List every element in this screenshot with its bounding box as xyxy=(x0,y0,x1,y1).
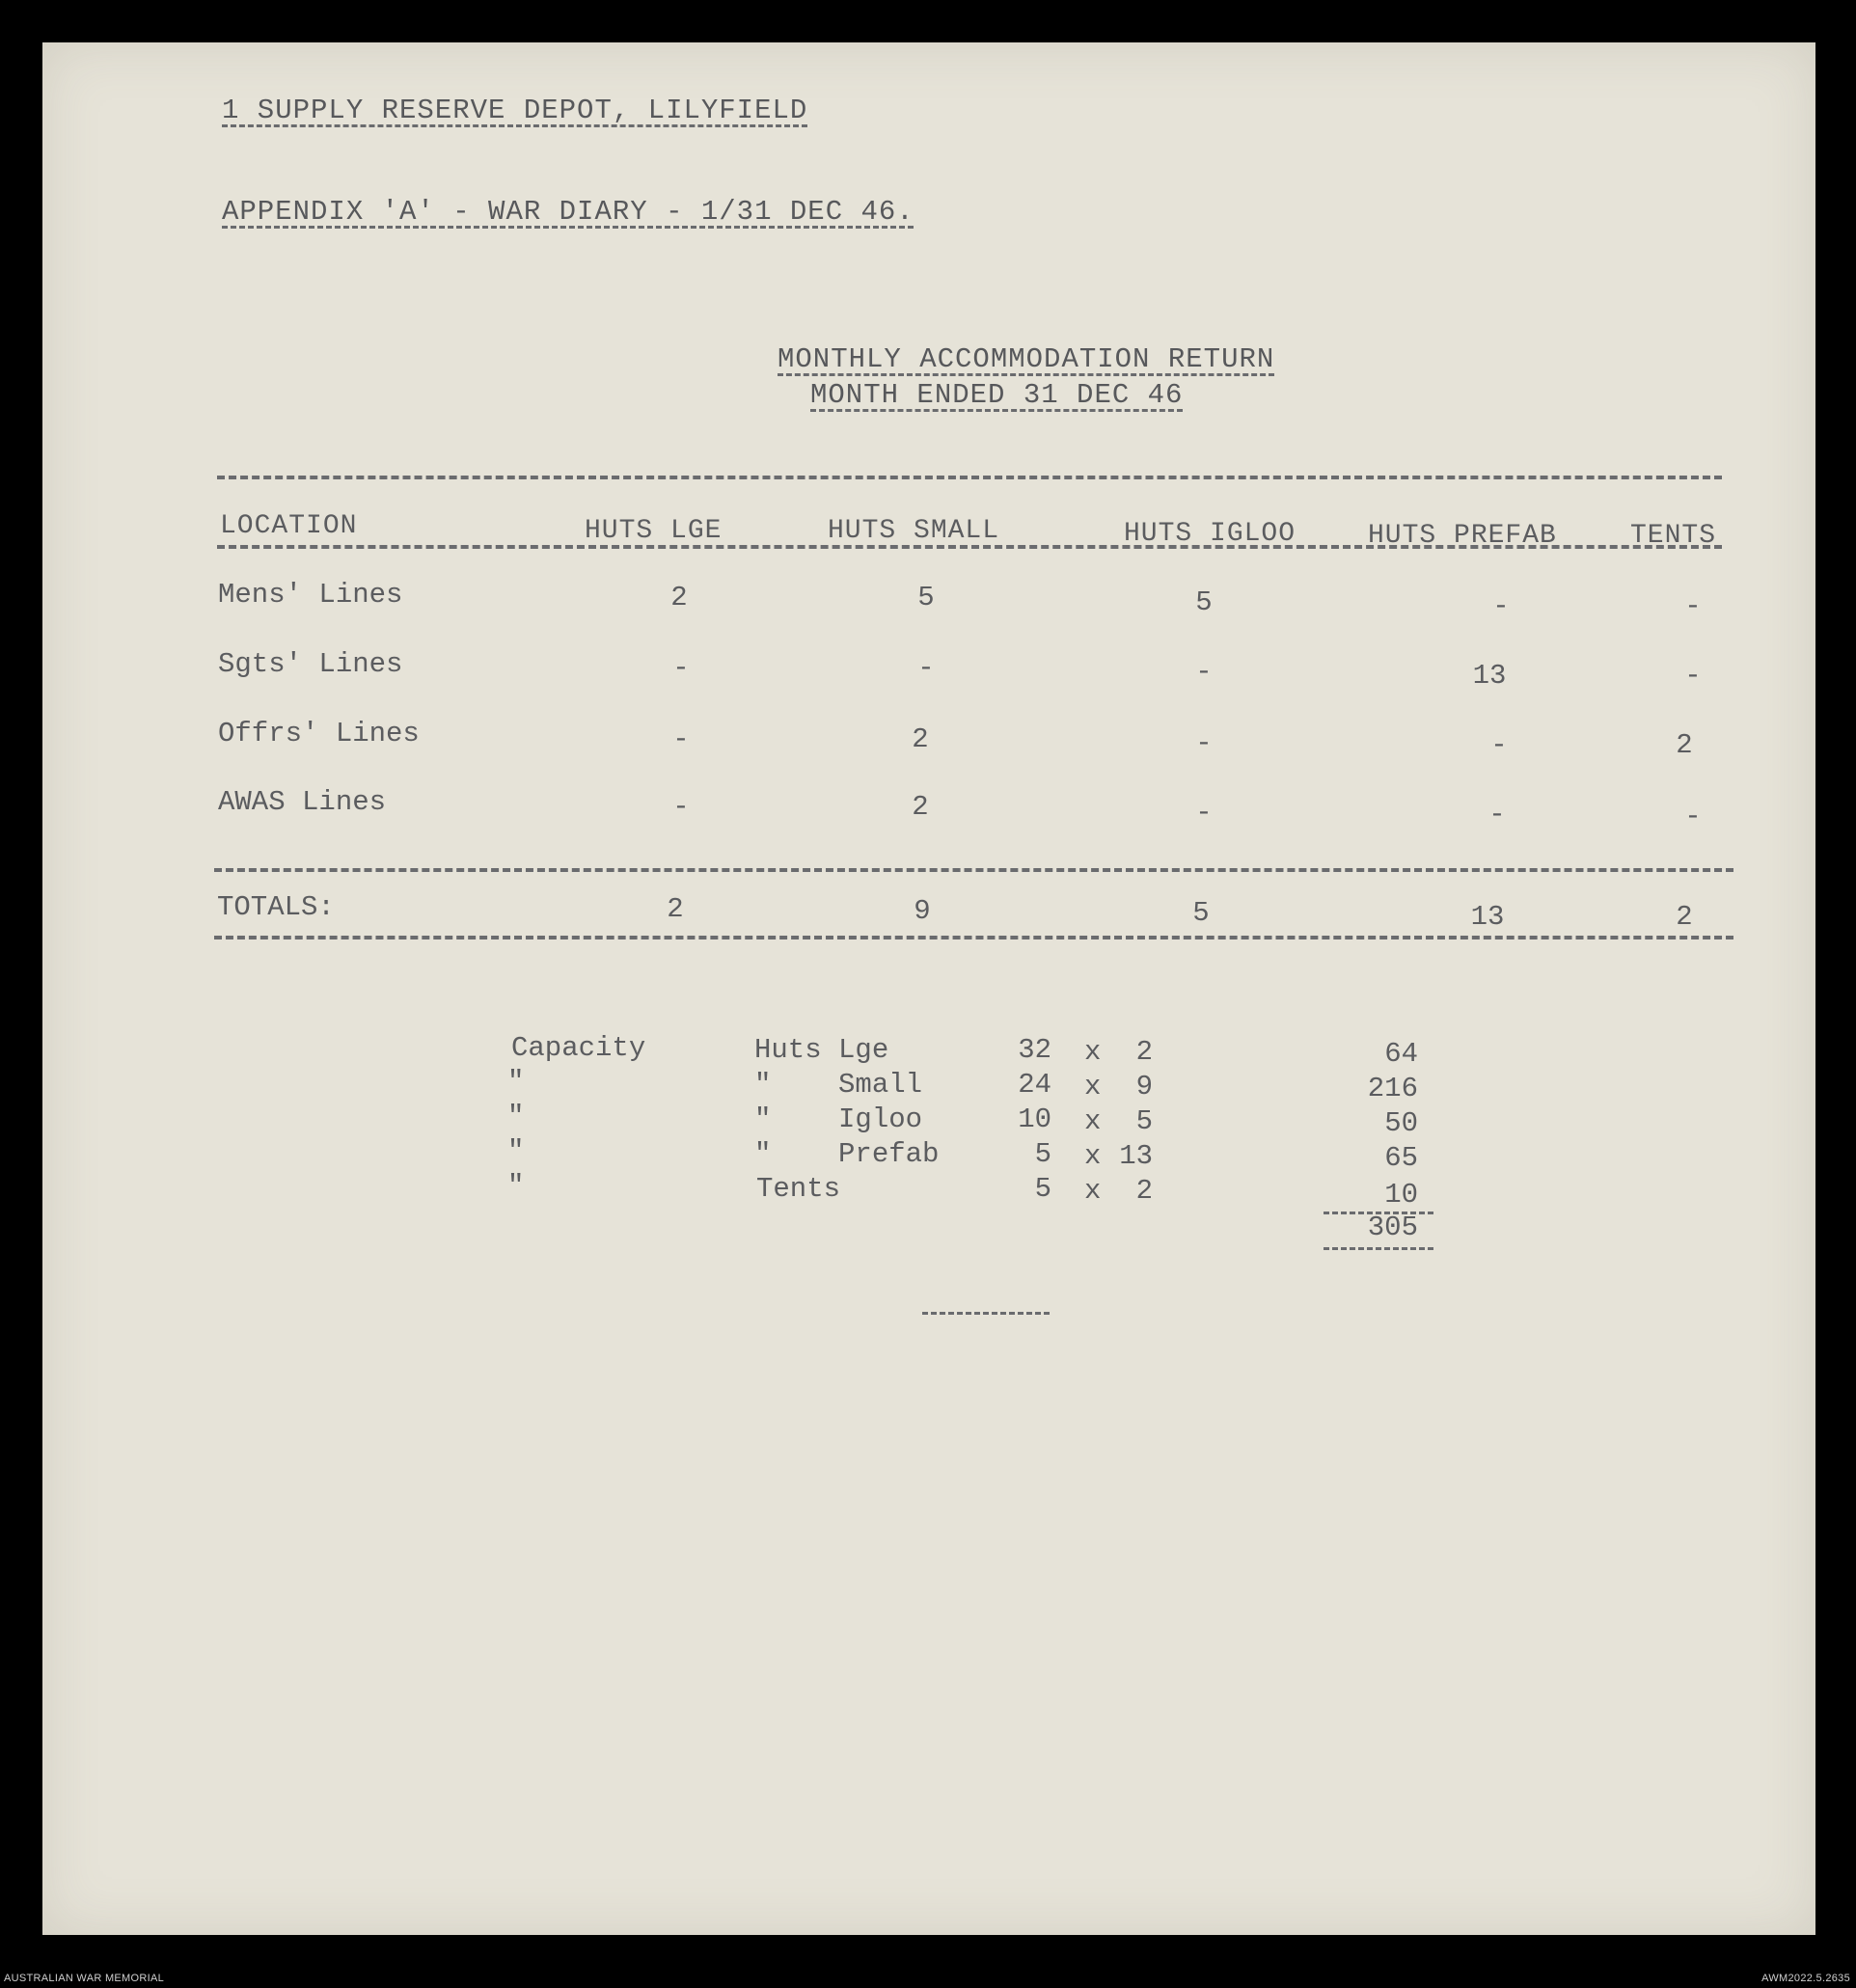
capacity-rate: 10 xyxy=(1018,1103,1051,1135)
cell-mens-huts-small: 5 xyxy=(917,582,935,613)
totals-label: TOTALS: xyxy=(217,891,335,923)
table-top-rule xyxy=(217,476,1722,479)
column-header-location: LOCATION xyxy=(220,511,358,541)
capacity-rate: 5 xyxy=(1034,1173,1051,1205)
total-huts-igloo: 5 xyxy=(1192,897,1210,929)
return-subtitle: MONTH ENDED 31 DEC 46 xyxy=(810,379,1184,411)
cell-sgts-huts-prefab: 13 xyxy=(1472,660,1507,692)
total-tents: 2 xyxy=(1676,901,1693,933)
capacity-count: 2 xyxy=(1135,1036,1153,1068)
cell-mens-huts-lge: 2 xyxy=(670,582,688,613)
row-label-sgts-lines: Sgts' Lines xyxy=(218,648,403,680)
cell-sgts-huts-lge: - xyxy=(672,652,690,684)
cell-mens-tents: - xyxy=(1684,590,1702,622)
row-label-awas-lines: AWAS Lines xyxy=(218,786,387,818)
cell-offrs-huts-prefab: - xyxy=(1490,729,1508,761)
capacity-times: x xyxy=(1084,1071,1102,1103)
capacity-total: 64 xyxy=(1384,1038,1418,1070)
archive-reference: AWM2022.5.2635 xyxy=(1761,1973,1850,1984)
capacity-total: 10 xyxy=(1384,1179,1418,1211)
capacity-times: x xyxy=(1084,1036,1102,1068)
column-header-tents: TENTS xyxy=(1630,521,1717,551)
appendix-heading: APPENDIX 'A' - WAR DIARY - 1/31 DEC 46. xyxy=(222,196,914,228)
archive-credit: AUSTRALIAN WAR MEMORIAL xyxy=(4,1973,165,1984)
cell-offrs-huts-igloo: - xyxy=(1195,727,1213,759)
capacity-count: 9 xyxy=(1135,1071,1153,1103)
capacity-total: 65 xyxy=(1384,1142,1418,1174)
capacity-ditto-label: " xyxy=(507,1066,525,1098)
end-of-document-rule xyxy=(922,1312,1050,1315)
cell-sgts-huts-small: - xyxy=(917,652,935,684)
column-header-huts-igloo: HUTS IGLOO xyxy=(1124,519,1296,549)
capacity-rate: 5 xyxy=(1034,1138,1051,1170)
return-title: MONTHLY ACCOMMODATION RETURN xyxy=(778,343,1275,375)
capacity-ditto-label: " xyxy=(507,1135,525,1167)
capacity-count: 2 xyxy=(1135,1175,1153,1207)
capacity-type: " Igloo xyxy=(754,1103,923,1135)
cell-offrs-huts-lge: - xyxy=(672,723,690,755)
capacity-ditto-label: " xyxy=(507,1170,525,1202)
capacity-total: 216 xyxy=(1367,1073,1418,1104)
cell-awas-huts-prefab: - xyxy=(1488,799,1506,831)
cell-offrs-tents: 2 xyxy=(1676,729,1693,761)
capacity-type: " Small xyxy=(754,1069,923,1101)
capacity-type: Tents xyxy=(756,1173,841,1205)
capacity-rate: 24 xyxy=(1018,1069,1051,1101)
capacity-total: 50 xyxy=(1384,1107,1418,1139)
cell-offrs-huts-small: 2 xyxy=(912,723,929,755)
column-header-huts-small: HUTS SMALL xyxy=(828,516,1000,546)
cell-awas-huts-lge: - xyxy=(672,791,690,823)
capacity-count: 13 xyxy=(1119,1140,1153,1172)
capacity-ditto-label: " xyxy=(507,1101,525,1132)
capacity-type: Huts Lge xyxy=(754,1034,889,1066)
cell-awas-huts-igloo: - xyxy=(1195,797,1213,829)
capacity-grand-total: 305 xyxy=(1367,1212,1418,1243)
capacity-times: x xyxy=(1084,1140,1102,1172)
column-header-huts-prefab: HUTS PREFAB xyxy=(1368,521,1557,551)
cell-mens-huts-prefab: - xyxy=(1492,590,1510,622)
cell-sgts-huts-igloo: - xyxy=(1195,656,1213,688)
cell-mens-huts-igloo: 5 xyxy=(1195,586,1213,618)
capacity-label: Capacity xyxy=(511,1032,646,1064)
total-huts-small: 9 xyxy=(914,895,931,927)
row-label-mens-lines: Mens' Lines xyxy=(218,579,403,611)
totals-bottom-rule xyxy=(214,936,1733,940)
capacity-rate: 32 xyxy=(1018,1034,1051,1066)
cell-awas-huts-small: 2 xyxy=(912,791,929,823)
total-huts-lge: 2 xyxy=(667,893,684,925)
cell-sgts-tents: - xyxy=(1684,660,1702,692)
capacity-times: x xyxy=(1084,1105,1102,1137)
total-huts-prefab: 13 xyxy=(1470,901,1505,933)
grand-total-bottom-rule xyxy=(1324,1247,1433,1250)
totals-top-rule xyxy=(214,868,1733,872)
cell-awas-tents: - xyxy=(1684,801,1702,832)
capacity-count: 5 xyxy=(1135,1105,1153,1137)
unit-heading: 1 SUPPLY RESERVE DEPOT, LILYFIELD xyxy=(222,95,808,126)
document-page xyxy=(42,42,1815,1935)
capacity-type: " Prefab xyxy=(754,1138,940,1170)
column-header-huts-lge: HUTS LGE xyxy=(585,516,723,546)
row-label-offrs-lines: Offrs' Lines xyxy=(218,718,420,749)
capacity-times: x xyxy=(1084,1175,1102,1207)
